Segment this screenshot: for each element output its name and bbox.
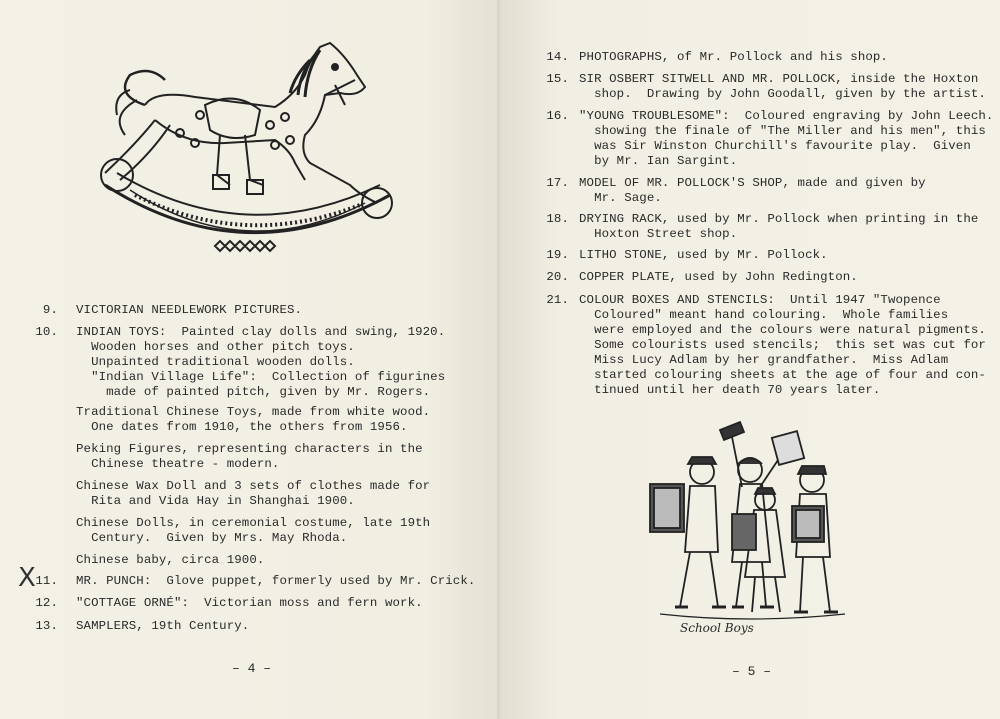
- entry-line: Chinese theatre - modern.: [76, 457, 280, 471]
- entry-number: 9.: [42, 303, 58, 317]
- entry-line: Coloured" meant hand colouring. Whole families: [579, 308, 949, 322]
- entry-line: Mr. Sage.: [579, 191, 662, 205]
- entry-line: Chinese baby, circa 1900.: [76, 553, 265, 567]
- entry-line: showing the finale of "The Miller and his men", this: [579, 124, 986, 138]
- entry-line: SAMPLERS, 19th Century.: [76, 619, 250, 633]
- entry-line: by Mr. Ian Sargint.: [579, 154, 738, 168]
- entry-line: MR. PUNCH: Glove puppet, formerly used by Mr. Crick.: [76, 574, 476, 588]
- entry-line: were employed and the colours were natural pigments.: [579, 323, 986, 337]
- entry-line: Miss Lucy Adlam by her grandfather. Miss Adlam: [579, 353, 949, 367]
- entry-number: 13.: [35, 619, 58, 633]
- entry-line: SIR OSBERT SITWELL AND MR. POLLOCK, inside the Hoxton: [579, 72, 979, 86]
- entry-line: "COTTAGE ORNÉ": Victorian moss and fern work.: [76, 596, 423, 610]
- entry-number: 10.: [35, 325, 58, 339]
- entry-line: tinued until her death 70 years later.: [579, 383, 881, 397]
- entry-number: 15.: [546, 72, 569, 86]
- entry-line: INDIAN TOYS: Painted clay dolls and swing, 1920.: [76, 325, 446, 339]
- school-boys-illustration: [640, 402, 855, 627]
- entry-number: 18.: [546, 212, 569, 226]
- entry-line: Chinese Wax Doll and 3 sets of clothes made for: [76, 479, 431, 493]
- page-number: – 4 –: [232, 661, 272, 676]
- entry-line: Century. Given by Mrs. May Rhoda.: [76, 531, 348, 545]
- entry-line: DRYING RACK, used by Mr. Pollock when printing in the: [579, 212, 979, 226]
- entry-line: Wooden horses and other pitch toys.: [76, 340, 355, 354]
- entry-number: 16.: [546, 109, 569, 123]
- entry-line: VICTORIAN NEEDLEWORK PICTURES.: [76, 303, 303, 317]
- entry-number: 12.: [35, 596, 58, 610]
- illustration-caption: School Boys: [680, 621, 754, 635]
- entry-line: COLOUR BOXES AND STENCILS: Until 1947 "Twopence: [579, 293, 941, 307]
- entry-line: was Sir Winston Churchill's favourite play. Given: [579, 139, 971, 153]
- entry-line: Chinese Dolls, in ceremonial costume, late 19th: [76, 516, 431, 530]
- entry-line: MODEL OF MR. POLLOCK'S SHOP, made and given by: [579, 176, 926, 190]
- entry-line: Rita and Vida Hay in Shanghai 1900.: [76, 494, 355, 508]
- entry-line: "YOUNG TROUBLESOME": Coloured engraving by John Leech.: [579, 109, 994, 123]
- entry-line: Hoxton Street shop.: [579, 227, 738, 241]
- entry-line: Peking Figures, representing characters in the: [76, 442, 423, 456]
- entry-line: shop. Drawing by John Goodall, given by the artist.: [579, 87, 986, 101]
- entry-number: 19.: [546, 248, 569, 262]
- entry-line: One dates from 1910, the others from 1956.: [76, 420, 408, 434]
- entry-line: LITHO STONE, used by Mr. Pollock.: [579, 248, 828, 262]
- entry-line: "Indian Village Life": Collection of figurines: [76, 370, 446, 384]
- rocking-horse-illustration: [95, 35, 405, 270]
- page-number: – 5 –: [732, 664, 772, 679]
- entry-line: made of painted pitch, given by Mr. Rogers.: [76, 385, 431, 399]
- entry-line: PHOTOGRAPHS, of Mr. Pollock and his shop.: [579, 50, 888, 64]
- handwritten-x-mark: X: [18, 563, 36, 593]
- entry-line: Unpainted traditional wooden dolls.: [76, 355, 355, 369]
- entry-line: Some colourists used stencils; this set was cut for: [579, 338, 986, 352]
- entry-number: 17.: [546, 176, 569, 190]
- entry-number: 14.: [546, 50, 569, 64]
- right-page: [500, 0, 1000, 719]
- entry-number: 21.: [546, 293, 569, 307]
- entry-line: Traditional Chinese Toys, made from white wood.: [76, 405, 431, 419]
- entry-line: started colouring sheets at the age of four and con-: [579, 368, 986, 382]
- entry-number: 11.: [35, 574, 58, 588]
- entry-number: 20.: [546, 270, 569, 284]
- entry-line: COPPER PLATE, used by John Redington.: [579, 270, 858, 284]
